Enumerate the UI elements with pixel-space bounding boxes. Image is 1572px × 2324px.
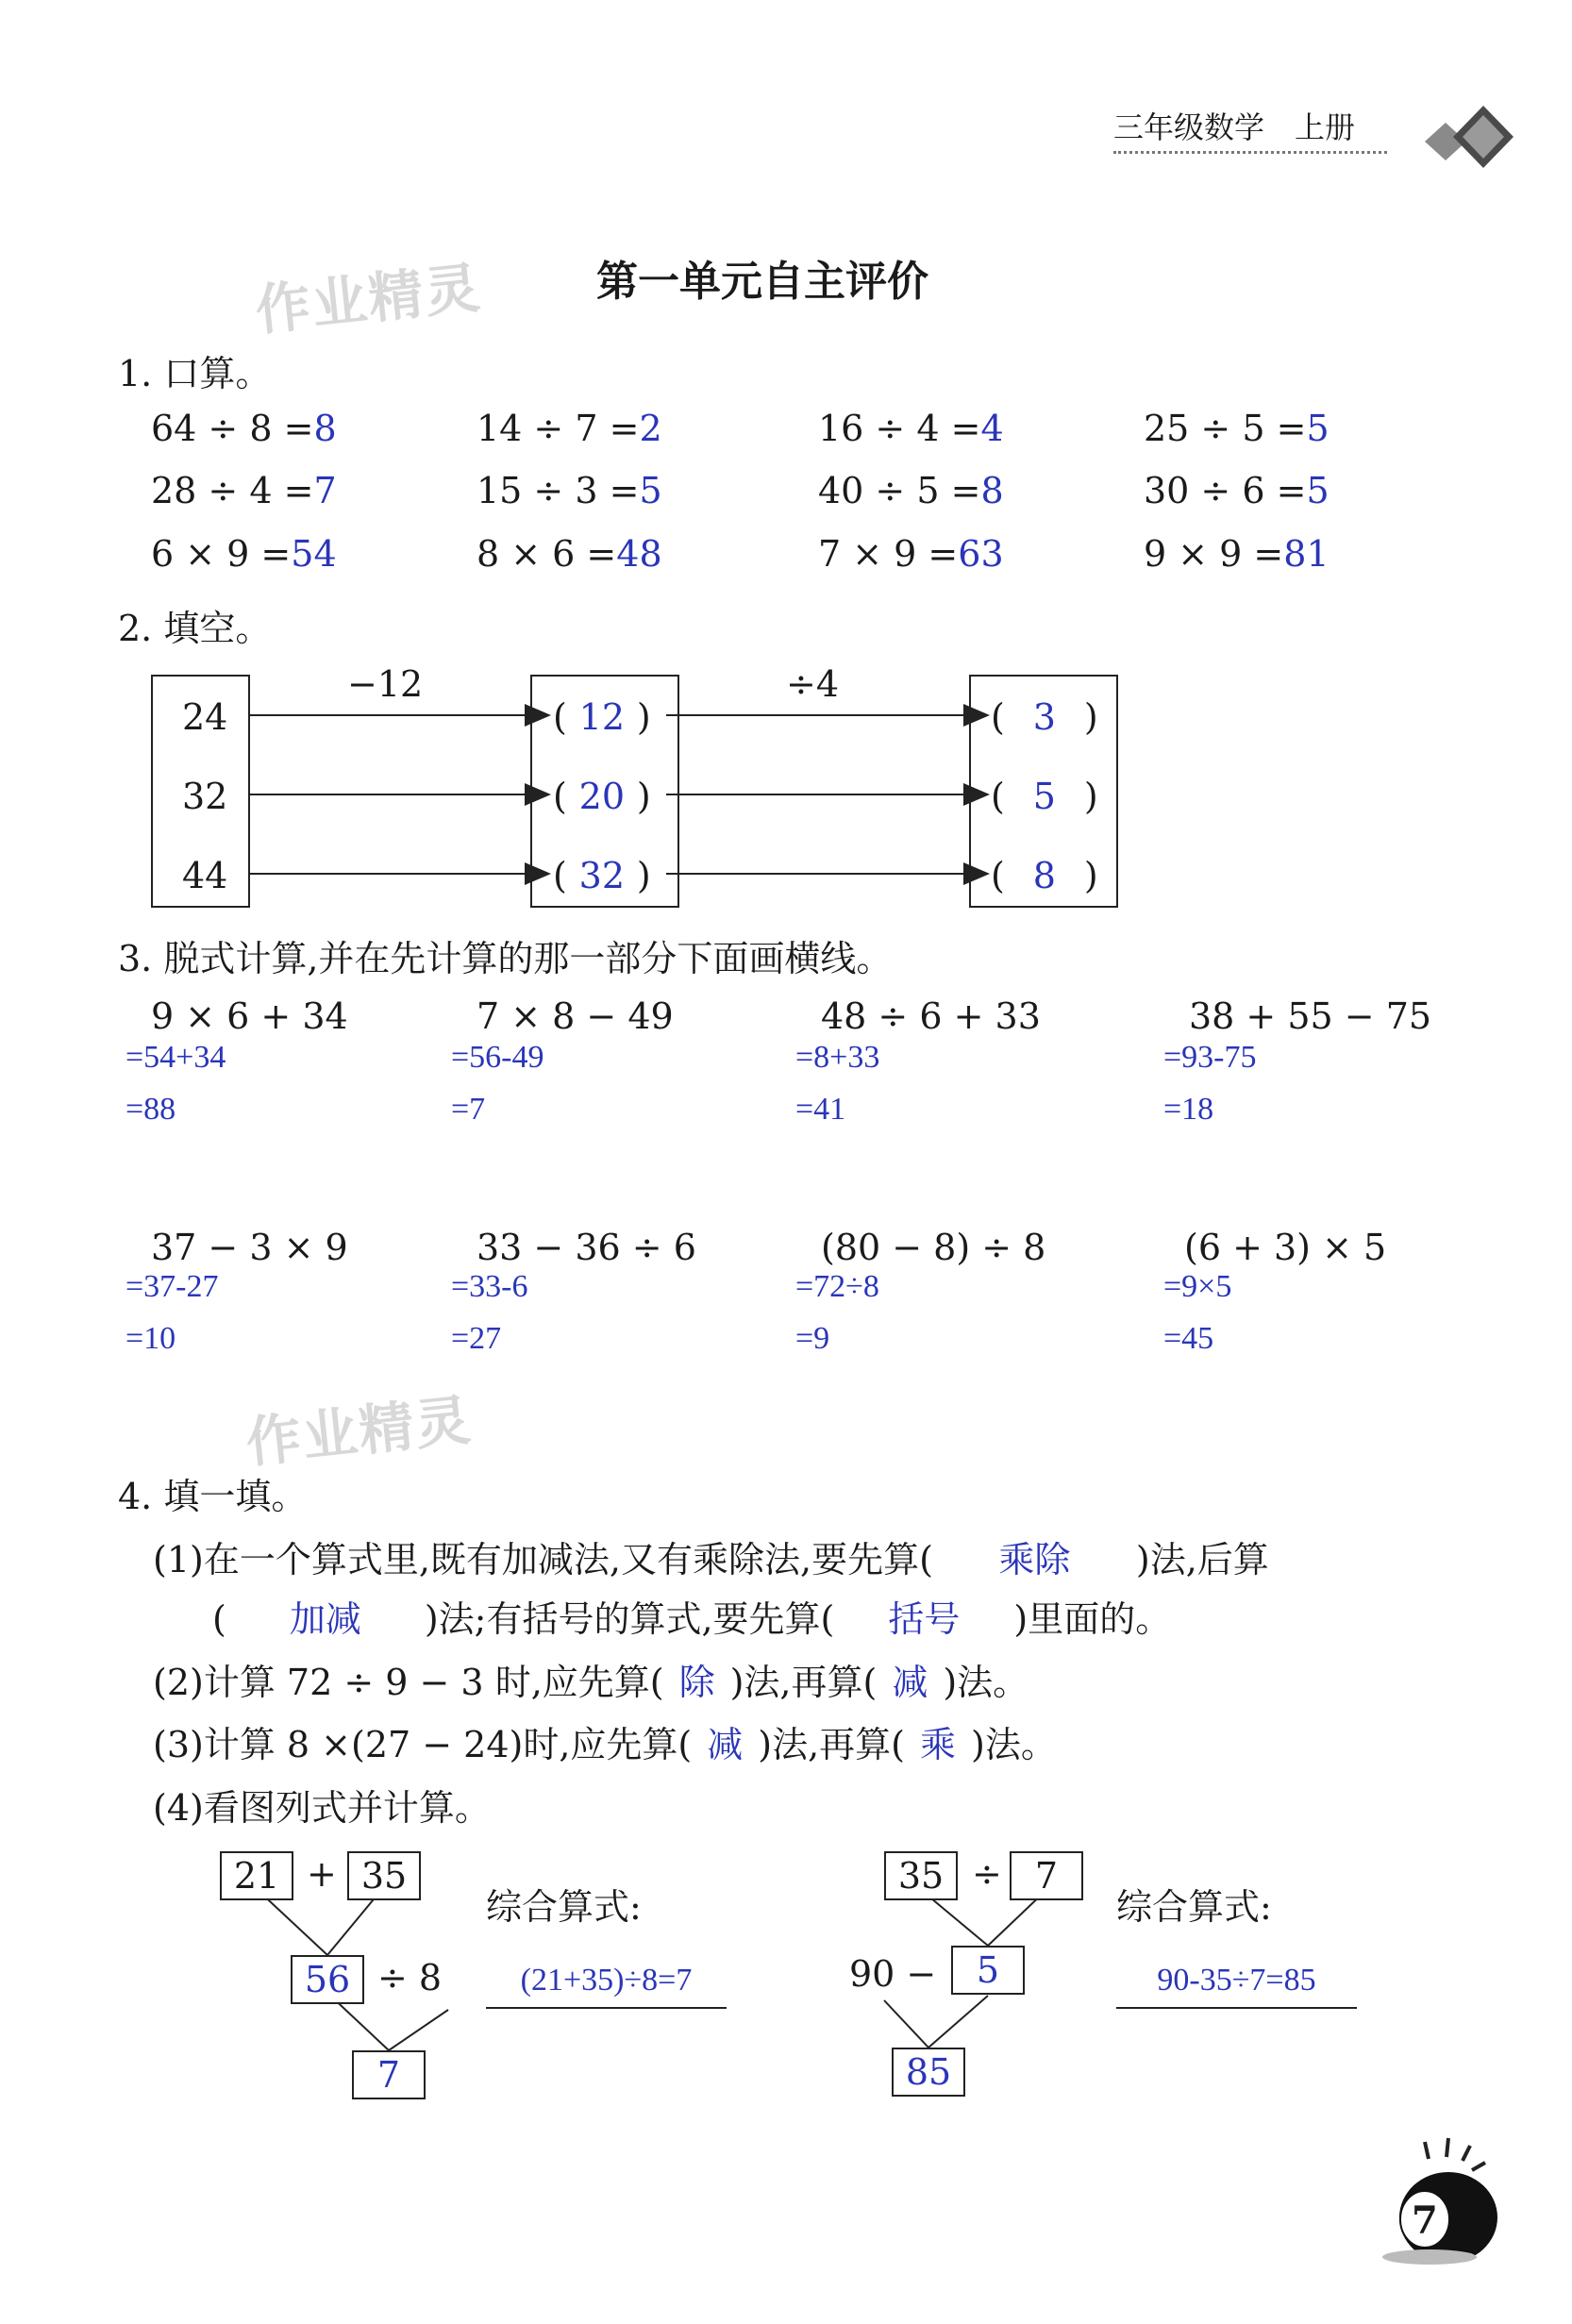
q3-step: =93-75 — [1163, 1040, 1257, 1075]
watermark-top: 作业精灵 — [252, 255, 485, 343]
diagram1-result: 7 — [352, 2050, 426, 2099]
q3-result: =9 — [795, 1321, 830, 1356]
q2-operation-1: −12 — [347, 663, 424, 705]
q3-step: =9×5 — [1163, 1269, 1232, 1304]
q1-item: 14 ÷ 7 =2 — [477, 408, 662, 449]
diagram1-divide-op: ÷ 8 — [377, 1957, 443, 1998]
q2-output-row: ( 3 ) — [991, 696, 1113, 738]
q1-item: 28 ÷ 4 =7 — [151, 470, 337, 511]
q2-input-value: 44 — [182, 855, 228, 896]
q4-part-4-label: (4)看图列式并计算。 — [153, 1787, 491, 1829]
q3-expression: (6 + 3) × 5 — [1184, 1227, 1387, 1268]
diagram2-operand-b: 7 — [1010, 1851, 1083, 1900]
q1-item: 15 ÷ 3 =5 — [477, 470, 662, 511]
q1-item: 25 ÷ 5 =5 — [1144, 408, 1330, 449]
q4-part-1-line-2: ( 加减 )法;有括号的算式,要先算( 括号 )里面的。 — [212, 1598, 1172, 1640]
q1-item: 64 ÷ 8 =8 — [151, 408, 337, 449]
q2-middle-row: ( 12 ) — [553, 696, 666, 738]
q3-expression: 37 − 3 × 9 — [151, 1227, 348, 1268]
q3-step: =33-6 — [451, 1269, 528, 1304]
diagram2-formula: 90-35÷7=85 — [1157, 1963, 1316, 1998]
q3-expression: 7 × 8 − 49 — [477, 995, 674, 1037]
q1-item: 16 ÷ 4 =4 — [818, 408, 1004, 449]
q3-step: =8+33 — [795, 1040, 880, 1075]
q3-result: =41 — [795, 1092, 846, 1127]
q3-step: =72÷8 — [795, 1269, 879, 1304]
diagram2-formula-label: 综合算式: — [1116, 1886, 1272, 1928]
diagram1-formula: (21+35)÷8=7 — [520, 1963, 693, 1998]
q3-step: =54+34 — [125, 1040, 226, 1075]
q1-item: 6 × 9 =54 — [151, 533, 337, 575]
page-number: 7 — [1412, 2199, 1438, 2243]
q3-result: =27 — [451, 1321, 502, 1356]
diagram2-minuend: 90 − — [849, 1953, 937, 1995]
q1-item: 30 ÷ 6 =5 — [1144, 470, 1330, 511]
q1-item: 40 ÷ 5 =8 — [818, 470, 1004, 511]
q1-item: 9 × 9 =81 — [1144, 533, 1330, 575]
q1-item: 8 × 6 =48 — [477, 533, 662, 575]
q2-output-row: ( 8 ) — [991, 855, 1113, 896]
diagram2-operand-a: 35 — [884, 1851, 958, 1900]
q2-operation-2: ÷4 — [786, 663, 840, 705]
q4-part-3: (3)计算 8 ×(27 − 24)时,应先算( 减 )法,再算( 乘 )法。 — [153, 1724, 1057, 1765]
diagram1-operand-a: 21 — [220, 1851, 293, 1900]
q3-step: =56-49 — [451, 1040, 544, 1075]
diagram2-formula-underline — [1116, 2007, 1357, 2009]
diagram1-intermediate: 56 — [291, 1955, 364, 2004]
q3-result: =10 — [125, 1321, 176, 1356]
q3-step: =37-27 — [125, 1269, 219, 1304]
q2-label: 2. 填空。 — [118, 608, 272, 649]
q3-expression: 48 ÷ 6 + 33 — [821, 995, 1041, 1037]
q3-result: =45 — [1163, 1321, 1214, 1356]
q2-output-row: ( 5 ) — [991, 776, 1113, 817]
q3-label: 3. 脱式计算,并在先计算的那一部分下面画横线。 — [118, 938, 893, 979]
q3-expression: 33 − 36 ÷ 6 — [477, 1227, 696, 1268]
q3-expression: 38 + 55 − 75 — [1189, 995, 1432, 1037]
q3-result: =88 — [125, 1092, 176, 1127]
q3-expression: (80 − 8) ÷ 8 — [821, 1227, 1046, 1268]
q2-middle-row: ( 32 ) — [553, 855, 666, 896]
q1-label: 1. 口算。 — [118, 353, 272, 394]
q2-middle-row: ( 20 ) — [553, 776, 666, 817]
q3-result: =18 — [1163, 1092, 1214, 1127]
q1-item: 7 × 9 =63 — [818, 533, 1004, 575]
page-header: 三年级数学 上册 — [1113, 109, 1356, 145]
q2-arrows — [0, 0, 1572, 944]
q2-input-value: 32 — [182, 776, 228, 817]
diagram1-formula-label: 综合算式: — [486, 1886, 642, 1928]
diagram2-divide: ÷ — [972, 1853, 1002, 1895]
q3-expression: 9 × 6 + 34 — [151, 995, 348, 1037]
diagram2-intermediate: 5 — [951, 1946, 1025, 1995]
q4-part-1-line-1: (1)在一个算式里,既有加减法,又有乘除法,要先算( 乘除 )法,后算 — [153, 1539, 1269, 1580]
q2-input-value: 24 — [182, 696, 228, 738]
diagram1-operand-b: 35 — [347, 1851, 421, 1900]
page-title: 第一单元自主评价 — [596, 258, 928, 306]
q4-part-2: (2)计算 72 ÷ 9 − 3 时,应先算( 除 )法,再算( 减 )法。 — [153, 1662, 1029, 1703]
diagram1-plus: + — [307, 1853, 337, 1895]
diagram2-result: 85 — [892, 2048, 965, 2097]
q3-result: =7 — [451, 1092, 486, 1127]
q4-label: 4. 填一填。 — [118, 1476, 308, 1517]
watermark-middle: 作业精灵 — [242, 1387, 476, 1476]
